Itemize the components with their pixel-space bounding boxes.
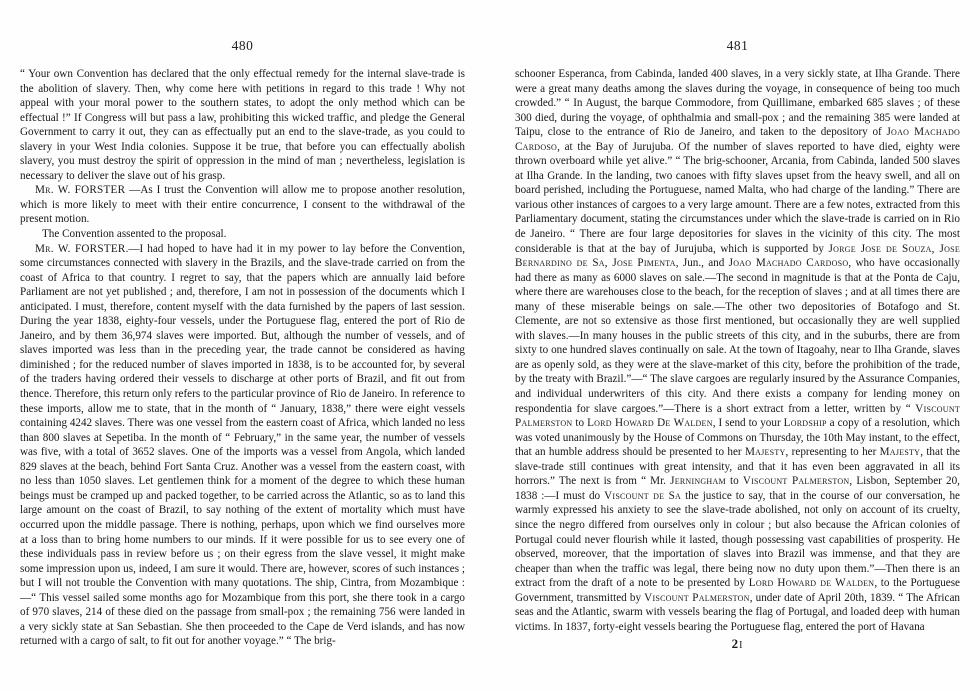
signature-number: 2 bbox=[731, 636, 740, 652]
proper-name-smallcaps: Jerningham bbox=[670, 475, 726, 488]
paragraph-quoted-convention: “ Your own Convention has declared that the only effectual remedy for the internal slave-trade is the abolition of slavery. Then, why come here with petitions in regard to this trade ! Why not appeal with your moral power to the southern states, to adopt the only method which can be effectual !” If Congress will but pass a law, prohibiting this wicked traffic, and pledge the General Government to carry it out, they can as effectually put an end to the slave-trade, as you could to slavery in your West India colonies. Suppose it be true, that before you can effectually abolish slavery, you must destroy the spirit of oppression in the mind of man ; nevertheless, legislation is necessary to deliver the slave out of his grasp. bbox=[20, 68, 465, 182]
page-column-right bbox=[501, 38, 960, 692]
page-column-left bbox=[20, 38, 479, 692]
paragraph-convention-assented: The Convention assented to the proposal. bbox=[42, 228, 227, 241]
signature-letter: I bbox=[739, 640, 744, 652]
signature-mark bbox=[515, 636, 960, 652]
proper-name-smallcaps: Lordship bbox=[783, 417, 827, 430]
proper-name-smallcaps: Jorge Jose de Souza, Jose Bernardino de Sa, Jose Pimenta bbox=[515, 242, 960, 270]
proper-name-smallcaps: Joao Machado Cardoso bbox=[515, 126, 960, 153]
page-folio-right: 481 bbox=[726, 38, 749, 53]
column-text-left bbox=[20, 67, 465, 649]
page-folio-left: 480 bbox=[231, 38, 254, 53]
speaker-name-smallcaps: Mr. W. FORSTER bbox=[35, 184, 126, 197]
proper-name-smallcaps: Viscount de Sa bbox=[604, 489, 682, 502]
proper-name-smallcaps: Lord Howard De Walden bbox=[587, 417, 713, 430]
proper-name-smallcaps: Majesty bbox=[744, 446, 786, 459]
proper-name-smallcaps: Viscount Palmerston bbox=[644, 591, 750, 604]
proper-name-smallcaps: Lord Howard de Walden bbox=[748, 577, 875, 590]
paragraph-forster-brazils-speech: Mr. W. FORSTER.—I had hoped to have had it in my power to lay before the Convention, some circumstances connected with slavery in the Brazils, and the slave-trade carried on from the coast of Africa to that country. I regret to say, that the papers which are annually laid before Parliament are not yet published ; and, therefore, I am not in possession of the documents which I anticipated. I must, therefore, content myself with the data furnished by the papers of last session. During the year 1838, eighty-four vessels, under the Portuguese flag, entered the port of Rio de Janeiro, and by them 36,974 slaves were imported. But, although the number of vessels, and of slaves imported was less than in the preceding year, the trade cannot be considered as having diminished ; for the reduced number of slaves imported in 1838, is to be accounted for, by several of the traders having ordered their vessels to discharge at other ports of Brazil, and fit out from thence. Therefore, this return only refers to the particular province of Rio de Janeiro. In reference to these imports, allow me to state, that in the month of “ January, 1838,” there were eight vessels containing 4242 slaves. There was one vessel from the eastern coast of Africa, which landed no less than 800 slaves at Sepetiba. In the month of “ February,” in the same year, the number of vessels was five, with a total of 3652 slaves. One of the imports was a vessel from Angola, which landed 829 slaves at the beach, behind Fort Santa Cruz. Another was a vessel from the eastern coast, with no less than 1050 slaves. Let gentlemen think for a moment of the degree to which these human beings must be cramped up and packed together, to be carried across the Atlantic, so as to land this large amount on the coast of Brazil, to say nothing of the extent of mortality which must have occurred upon the middle passage. There is nothing, perhaps, upon which we find ourselves more at a loss than to bring home numbers to our minds. If it were possible for us to see every one of these individuals pass in review before us ; on their egress from the slave vessel, it might make some impression upon us, indeed, I am sure it would. There are, however, scores of such instances ; but I will not trouble the Convention with many quotations. The ship, Cintra, from Mozambique :—“ This vessel sailed some months ago for Mozambique from this port, she there took in a cargo of 970 slaves, 214 of these died on the passage from small-pox ; the remaining 756 were landed in a very sickly state at San Sebastian. She then proceeded to the Cape de Verd islands, and has now returned with a cargo of salt, to fit out for another voyage.” “ The brig- bbox=[20, 242, 465, 648]
column-text-right bbox=[515, 67, 960, 634]
proper-name-smallcaps: Majesty bbox=[879, 446, 921, 459]
speaker-name-smallcaps: Mr. W. FORSTER bbox=[35, 242, 126, 255]
paragraph-forster-withdrawal: Mr. W. FORSTER —As I trust the Convention will allow me to propose another resolution, which is more likely to meet with their entire concurrence, I consent to the withdrawal of the present motion. bbox=[20, 184, 465, 226]
paragraph-slave-trade-depositories: schooner Esperanca, from Cabinda, landed 400 slaves, in a very sickly state, at Ilha Grande. There were a great many deaths among the slaves during the voyage, in consequence of being too much crowded.” “ In August, the barque Commodore, from Quillimane, embarked 685 slaves ; of these 300 died, during the voyage, of ophthalmia and small-pox ; and the remaining 385 were landed at Taipu, close to the entrance of Rio de Janeiro, and taken to the depository of Joao Machado Cardoso, at the Bay of Jurujuba. Of the number of slaves reported to have died, eighty were thrown overboard while yet alive.” “ The brig-schooner, Arcania, from Cabinda, landed 500 slaves at Ilha Grande. In the landing, two canoes with fifty slaves upset from the heavy swell, and all on board perished, including the Portuguese, named Malta, who had charge of the landing.” There are various other instances of cargoes to a very large amount. There are a few notes, extracted from this Parliamentary document, stating the circumstances under which the slave-trade is carried on in Rio de Janeiro. “ There are four large depositories for slaves in the vicinity of this city. The most considerable is that at the bay of Jurujuba, which is supported by Jorge Jose de Souza, Jose Bernardino de Sa, Jose Pimenta, Jun., and Joao Machado Cardoso, who have occasionally had there as many as 6000 slaves on sale.—The second in magnitude is that at the Ponta de Caju, where there are warehouses close to the beach, for the reception of slaves ; and at all times there are many of these miserable beings on sale.—The other two depositories of Botafogo and St. Clemente, are not so extensive as those first mentioned, but occasionally they are well supplied with slaves.—In many houses in the public streets of this city, and in the suburbs, there are from sixty to one hundred slaves continually on sale. At the town of Itagoahy, near to Ilha Grande, slaves are as openly sold, as they were at the slave-market of this city, before the prohibition of the trade, by the treaty with Brazil.”—“ The slave cargoes are regularly insured by the Assurance Companies, and individual underwriters of this city. And there exists a company for lending money on respondentia for slave cargoes.”—There is a short extract from a letter, written by “ Viscount Palmerston to Lord Howard De Walden, I send to your Lordship a copy of a resolution, which was voted unanimously by the House of Commons on Thursday, the 10th May instant, to the effect, that an humble address should be presented to her Majesty, representing to her Majesty, that the slave-trade still continues with great intensity, and that it has even been aggravated in all its horrors.” The next is from “ Mr. Jerningham to Viscount Palmerston, Lisbon, September 20, 1838 :—I must do Viscount de Sa the justice to say, that in the course of our conversation, he warmly expressed his anxiety to see the slave-trade abolished, not only on account of its cruelty, since the negro differed from ourselves only in colour ; but also because the African colonies of Portugal could never flourish while it lasted, though possessing vast capabilities of prosperity. He observed, moreover, that the importation of slaves into Brazil was immense, and that they are cheaper than when the traffic was legal, there being now no duty upon them.”—Then there is an extract from the draft of a note to be presented by Lord Howard de Walden, to the Portuguese Government, transmitted by Viscount Palmerston, under date of April 20th, 1839. “ The African seas and the Atlantic, swarm with vessels bearing the flag of Portugal, and loaded deep with human victims. In 1837, forty-eight vessels bearing the Portuguese flag, entered the port of Havana bbox=[515, 68, 961, 633]
proper-name-smallcaps: Viscount Palmerston bbox=[515, 402, 960, 430]
proper-name-smallcaps: Viscount Palmerston bbox=[742, 475, 850, 488]
proper-name-smallcaps: Joao Machado Cardoso bbox=[728, 257, 849, 270]
